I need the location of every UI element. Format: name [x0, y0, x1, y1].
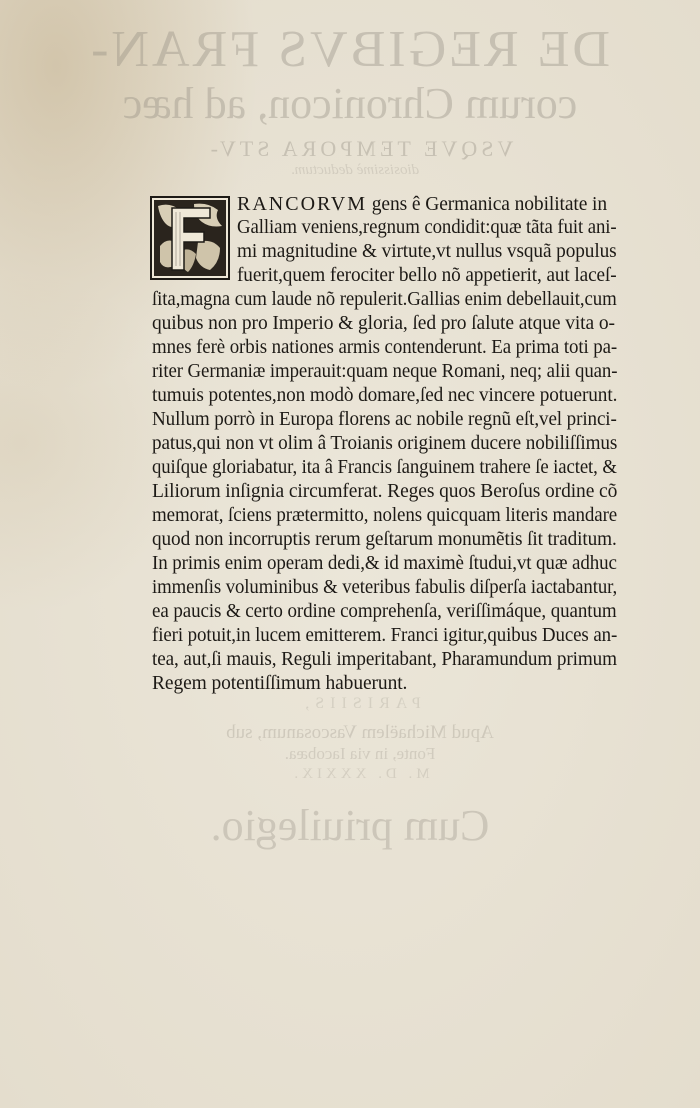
text-line-5: ſita,magna cum laude nõ repulerit.Gallias enim debellauit,cum	[152, 289, 617, 310]
show-through-imprint-city: PARISIIS,	[299, 695, 421, 712]
show-through-line-4: diosissimè deductum.	[290, 162, 420, 178]
text-line-13: Liliorum inſignia circumferat. Reges quos Beroſus ordine cõ	[152, 481, 618, 502]
text-line-18: ea paucis & certo ordine comprehenſa, veriſſimáque, quantum	[152, 601, 617, 622]
text-line-1	[237, 192, 607, 217]
text-line-21: Regem potentiſſimum habuerunt.	[152, 673, 408, 694]
text-line-15: quod non incorruptis rerum geſtarum monumẽtis ſit traditum.	[152, 529, 617, 550]
text-line-4: fuerit,quem ferociter bello nõ appetierit, aut laceſ-	[237, 265, 617, 286]
text-line-12: quiſque gloriabatur, ita â Francis ſanguinem trahere ſe iactet, &	[152, 457, 617, 478]
text-line-1-rest: gens ê Germanica nobilitate in	[366, 194, 608, 215]
text-line-2: Galliam veniens,regnum condidit:quæ tãta fuit ani-	[237, 217, 617, 238]
show-through-imprint-year: M. D. XXXIX.	[290, 766, 430, 782]
text-line-19: fieri potuit,in lucem emitterem. Franci igitur,quibus Duces an-	[152, 625, 618, 646]
text-line-14: memorat, ſciens prætermitto, nolens quicquam literis mandare	[152, 505, 618, 526]
historiated-initial-F-icon	[150, 196, 230, 280]
text-line-8: riter Germaniæ imperauit:quam neque Romani, neq; alii quan-	[152, 361, 618, 382]
text-line-17: immenſis voluminibus & veteribus fabulis diſperſa iactabantur,	[152, 577, 618, 598]
text-line-6: quibus non pro Imperio & gloria, ſed pro ſalute atque vita o-	[152, 313, 615, 334]
text-line-20: tea, aut,ſi mauis, Reguli imperitabant, Pharamundum primum	[152, 649, 617, 670]
text-line-9: tumuis potentes,non modò domare,ſed nec vincere potuerunt.	[152, 385, 618, 406]
show-through-line-3: VSQVE TEMPORA STV-	[206, 136, 514, 161]
text-line-11: patus,qui non vt olim â Troianis originem ducere nobiliſſimus	[152, 433, 618, 454]
text-line-3: mi magnitudine & virtute,vt nullus vsquã populus	[237, 241, 617, 262]
show-through-title: DE REGIBVS FRAN-	[88, 21, 610, 78]
show-through-imprint-printer: Apud Michaëlem Vascosanum, sub	[226, 722, 494, 743]
text-line-7: mnes ferè orbis nationes armis contenderunt. Ea prima toti pa-	[152, 337, 618, 358]
show-through-imprint-address: Fonte, in via Iacobæa.	[284, 744, 436, 763]
opening-word: RANCORVM	[237, 193, 367, 215]
show-through-privilege: Cum priuilegio.	[210, 801, 490, 850]
text-line-10: Nullum porrò in Europa florens ac nobile regnũ eſt,vel princi-	[152, 409, 617, 430]
text-line-16: In primis enim operam dedi,& id maximè ſtudui,vt quæ adhuc	[152, 553, 617, 574]
show-through-subtitle: corum Chronicon, ad hæc	[122, 79, 578, 128]
